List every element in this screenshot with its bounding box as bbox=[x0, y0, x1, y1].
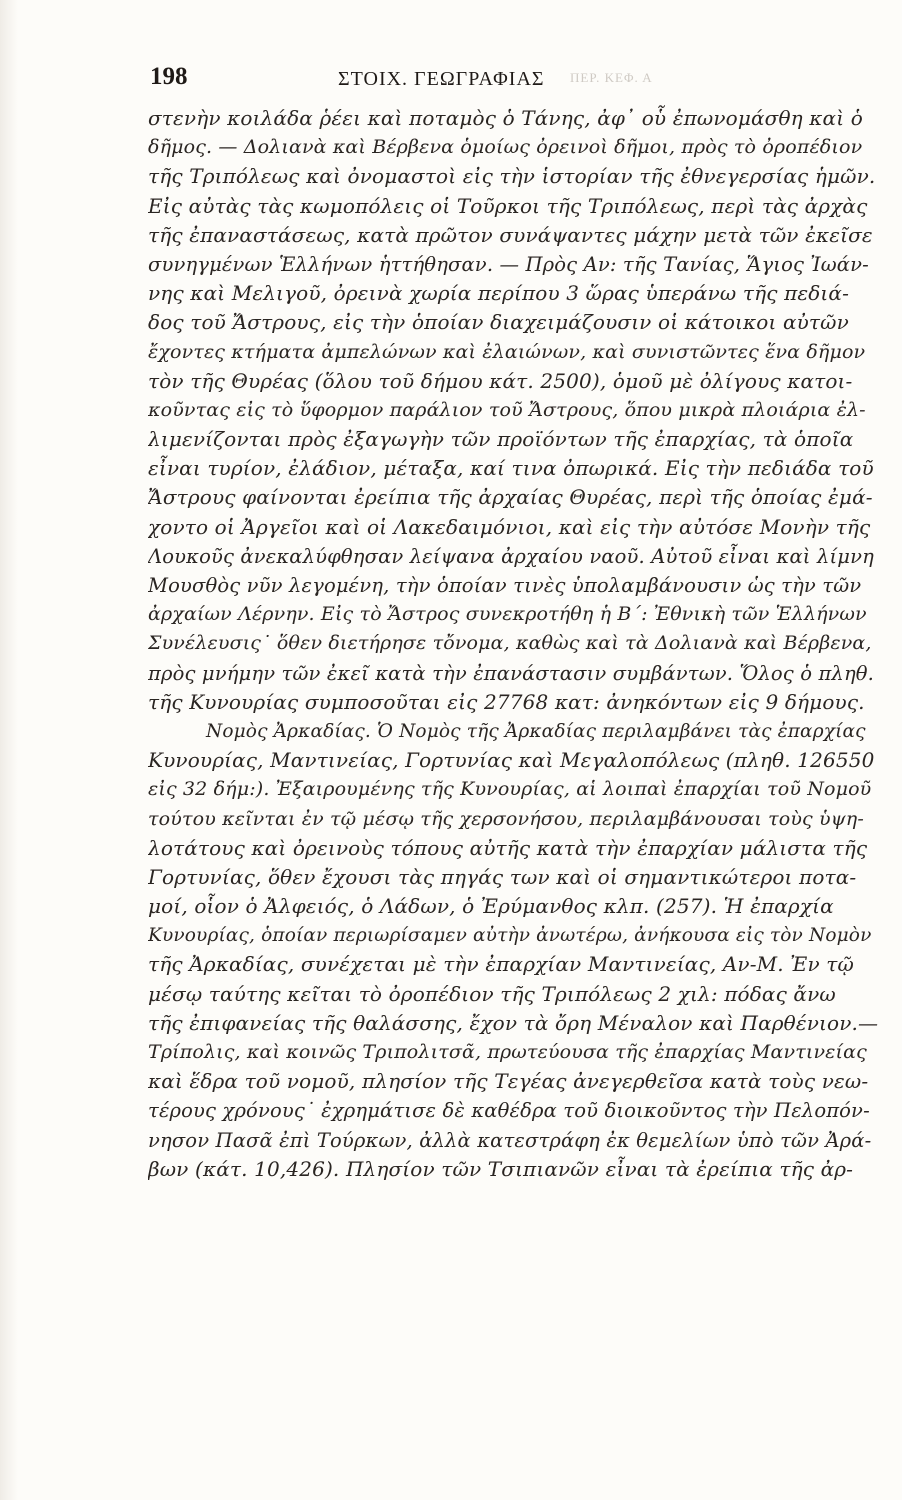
text-line: στενὴν κοιλάδα ῥέει καὶ ποταμὸς ὁ Τάνης, ἀφ᾽ οὗ ἐπωνομάσθη καὶ ὁ bbox=[148, 106, 863, 130]
text-line: Τρίπολις, καὶ κοινῶς Τριπολιτσᾶ, πρωτεύουσα τῆς ἐπαρχίας Μαντινείας bbox=[148, 1041, 867, 1063]
section-heading-line: Νομὸς Ἀρκαδίας. Ὁ Νομὸς τῆς Ἀρκαδίας περιλαμβάνει τὰς ἐπαρχίας bbox=[206, 720, 866, 742]
text-line: Συνέλευσις˙ ὅθεν διετήρησε τὄνομα, καθὼς καὶ τὰ Δολιανὰ καὶ Βέρβενα, bbox=[148, 632, 872, 655]
running-title: ΣΤΟΙΧ. ΓΕΩΓΡΑΦΙΑΣ bbox=[338, 68, 545, 90]
text-line: εἰς 32 δήμ:). Ἐξαιρουμένης τῆς Κυνουρίας, αἱ λοιπαὶ ἐπαρχίαι τοῦ Νομοῦ bbox=[148, 778, 872, 801]
text-line: Γορτυνίας, ὅθεν ἔχουσι τὰς πηγάς των καὶ οἱ σημαντικώτεροι ποτα- bbox=[148, 864, 857, 889]
text-line: καὶ ἕδρα τοῦ νομοῦ, πλησίον τῆς Τεγέας ἀνεγερθεῖσα κατὰ τοὺς νεω- bbox=[148, 1069, 869, 1094]
text-line: πρὸς μνήμην τῶν ἐκεῖ κατὰ τὴν ἐπανάστασιν συμβάντων. Ὅλος ὁ πληθ. bbox=[148, 661, 875, 685]
text-line: τέρους χρόνους˙ ἐχρημάτισε δὲ καθέδρα τοῦ διοικοῦντος τὴν Πελοπόν- bbox=[148, 1099, 870, 1123]
bleed-through-text: ΠΕΡ. ΚΕΦ. Α bbox=[570, 70, 653, 85]
page-header bbox=[150, 62, 878, 96]
text-line: λιμενίζονται πρὸς ἐξαγωγὴν τῶν προϊόντων τῆς ἐπαρχίας, τὰ ὁποῖα bbox=[148, 427, 854, 452]
text-line: χοντο οἱ Ἀργεῖοι καὶ οἱ Λακεδαιμόνιοι, καὶ εἰς τὴν αὐτόσε Μονὴν τῆς bbox=[148, 514, 871, 539]
text-line: συνηγμένων Ἑλλήνων ἡττήθησαν. — Πρὸς Αν: τῆς Τανίας, Ἅγιος Ἰωάν- bbox=[148, 252, 869, 276]
text-line: ἀρχαίων Λέρνην. Εἰς τὸ Ἄστρος συνεκροτήθη ἡ Β΄: Ἐθνικὴ τῶν Ἑλλήνων bbox=[148, 603, 867, 626]
text-line: δῆμος. — Δολιανὰ καὶ Βέρβενα ὁμοίως ὀρεινοὶ δῆμοι, πρὸς τὸ ὀροπέδιον bbox=[148, 136, 863, 159]
text-line: δος τοῦ Ἄστρους, εἰς τὴν ὁποίαν διαχειμάζουσιν οἱ κάτοικοι αὐτῶν bbox=[148, 310, 849, 335]
text-line: νης καὶ Μελιγοῦ, ὀρεινὰ χωρία περίπου 3 ὥρας ὑπεράνω τῆς πεδιά- bbox=[148, 281, 849, 306]
text-line: τούτου κεῖνται ἐν τῷ μέσῳ τῆς χερσονήσου, περιλαμβάνουσαι τοὺς ὑψη- bbox=[148, 807, 864, 830]
text-line: τὸν τῆς Θυρέας (ὅλου τοῦ δήμου κάτ. 2500), ὁμοῦ μὲ ὀλίγους κατοι- bbox=[148, 368, 853, 393]
text-line: τῆς Κυνουρίας συμποσοῦται εἰς 27768 κατ: ἀνηκόντων εἰς 9 δήμους. bbox=[148, 689, 865, 714]
text-line: εἶναι τυρίον, ἐλάδιον, μέταξα, καί τινα ὀπωρικά. Εἰς τὴν πεδιάδα τοῦ bbox=[148, 456, 874, 481]
text-line: ἔχοντες κτήματα ἀμπελώνων καὶ ἐλαιώνων, καὶ συνιστῶντες ἕνα δῆμον bbox=[148, 340, 866, 363]
text-line: μοί, οἷον ὁ Ἀλφειός, ὁ Λάδων, ὁ Ἐρύμανθος κλπ. (257). Ἡ ἐπαρχία bbox=[148, 894, 834, 919]
text-line: τῆς ἐπιφανείας τῆς θαλάσσης, ἔχον τὰ ὄρη Μέναλον καὶ Παρθένιον.— bbox=[148, 1010, 878, 1035]
page-gutter-shadow bbox=[0, 0, 18, 1500]
text-line: Κυνουρίας, ὁποίαν περιωρίσαμεν αὐτὴν ἀνωτέρω, ἀνήκουσα εἰς τὸν Νομὸν bbox=[148, 925, 872, 947]
page-number: 198 bbox=[150, 63, 188, 90]
text-line: κοῦντας εἰς τὸ ὕφορμον παράλιον τοῦ Ἄστρους, ὅπου μικρὰ πλοιάρια ἐλ- bbox=[148, 398, 866, 421]
text-line: Λουκοῦς ἀνεκαλύφθησαν λείψανα ἀρχαίου ναοῦ. Αὐτοῦ εἶναι καὶ λίμνη bbox=[148, 544, 874, 568]
text-line: Μουσθὸς νῦν λεγομένη, τὴν ὁποίαν τινὲς ὑπολαμβάνουσιν ὡς τὴν τῶν bbox=[148, 574, 862, 597]
text-line: τῆς Τριπόλεως καὶ ὀνομαστοὶ εἰς τὴν ἱστορίαν τῆς ἐθνεγερσίας ἡμῶν. bbox=[148, 164, 876, 189]
text-line: Κυνουρίας, Μαντινείας, Γορτυνίας καὶ Μεγαλοπόλεως (πληθ. 126550 bbox=[148, 748, 875, 773]
text-line: βων (κάτ. 10,426). Πλησίον τῶν Τσιπιανῶν εἶναι τὰ ἐρείπια τῆς ἀρ- bbox=[148, 1156, 854, 1181]
text-line: μέσῳ ταύτης κεῖται τὸ ὀροπέδιον τῆς Τριπόλεως 2 χιλ: πόδας ἄνω bbox=[148, 981, 836, 1006]
text-line: λοτάτους καὶ ὀρεινοὺς τόπους αὐτῆς κατὰ τὴν ἐπαρχίαν μάλιστα τῆς bbox=[148, 835, 868, 860]
text-line: Εἰς αὐτὰς τὰς κωμοπόλεις οἱ Τοῦρκοι τῆς Τριπόλεως, περὶ τὰς ἀρχὰς bbox=[148, 193, 868, 218]
body-text bbox=[148, 104, 878, 1184]
text-line: νησον Πασᾶ ἐπὶ Τούρκων, ἀλλὰ κατεστράφη ἐκ θεμελίων ὑπὸ τῶν Ἀρά- bbox=[148, 1128, 872, 1152]
text-line: Ἄστρους φαίνονται ἐρείπια τῆς ἀρχαίας Θυρέας, περὶ τῆς ὁποίας ἐμά- bbox=[148, 485, 873, 510]
text-line: τῆς ἐπαναστάσεως, κατὰ πρῶτον συνάψαντες μάχην μετὰ τῶν ἐκεῖσε bbox=[148, 222, 873, 247]
text-line: τῆς Ἀρκαδίας, συνέχεται μὲ τὴν ἐπαρχίαν Μαντινείας, Αν-Μ. Ἐν τῷ bbox=[148, 952, 854, 977]
